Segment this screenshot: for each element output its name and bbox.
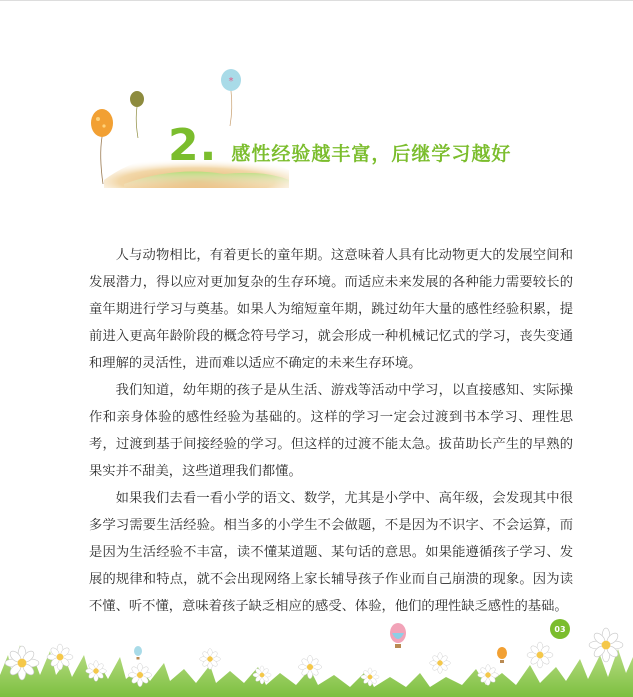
olive-balloon-icon <box>128 90 148 140</box>
chapter-title: 感性经验越丰富，后继学习越好 <box>231 143 512 165</box>
hot-air-balloon-icon <box>390 623 406 648</box>
blue-balloon-icon <box>219 68 243 128</box>
chapter-number: 2. <box>168 120 218 171</box>
orange-balloon-icon <box>89 106 117 186</box>
body-text <box>89 242 573 620</box>
flower-grass-footer <box>0 615 633 697</box>
chapter-heading <box>168 120 511 180</box>
svg-text:*: * <box>228 76 234 87</box>
paragraph: 人与动物相比，有着更长的童年期。这意味着人具有比动物更大的发展空间和发展潜力，得以应对更加复杂的生存环境。而适应未来发展的各种能力需要较长的童年期进行学习与奠基。如果人为缩短童年期，跳过幼年大量的感性经验积累，提前进入更高年龄阶段的概念符号学习，就会形成一种机械记忆式的学习，丧失变通和理解的灵活性，进而难以适应不确定的未来生存环境。 <box>89 248 573 371</box>
paragraph: 我们知道，幼年期的孩子是从生活、游戏等活动中学习，以直接感知、实际操作和亲身体验的感性经验为基础的。这样的学习一定会过渡到书本学习、理性思考，过渡到基于间接经验的学习。但这样的过渡不能太急。拔苗助长产生的早熟的果实并不甜美，这些道理我们都懂。 <box>89 383 573 479</box>
paragraph: 如果我们去看一看小学的语文、数学，尤其是小学中、高年级，会发现其中很多学习需要生活经验。相当多的小学生不会做题，不是因为不识字、不会运算，而是因为生活经验不丰富，读不懂某道题、某句话的意思。如果能遵循孩子学习、发展的规律和特点，就不会出现网络上家长辅导孩子作业而自己崩溃的现象。因为读不懂、听不懂，意味着孩子缺乏相应的感受、体验，他们的理性缺乏感性的基础。 <box>89 491 573 614</box>
top-border <box>0 0 633 1</box>
page-number: 03 <box>550 619 570 639</box>
